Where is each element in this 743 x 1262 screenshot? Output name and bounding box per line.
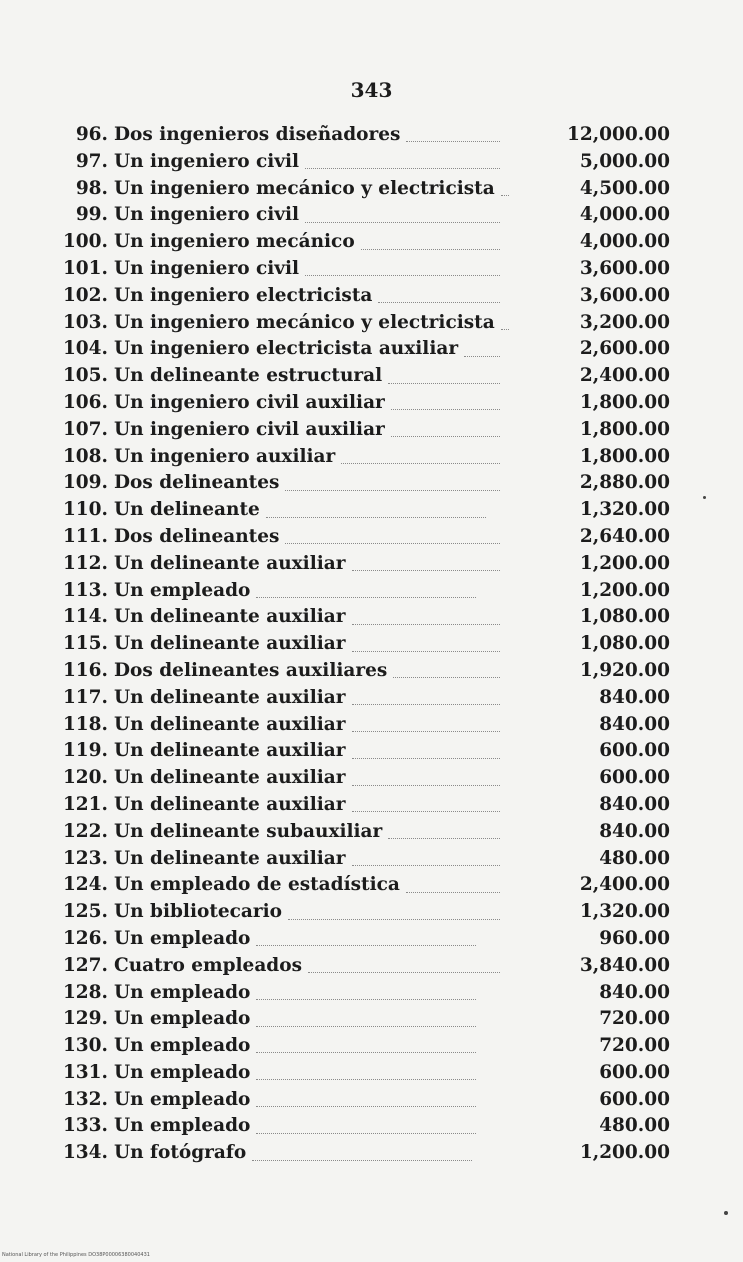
entry-amount: 5,000.00 bbox=[579, 150, 670, 172]
entry-amount: 840.00 bbox=[599, 686, 670, 708]
entry-description-group bbox=[60, 390, 510, 417]
entry-description: Un delineante auxiliar bbox=[114, 847, 346, 869]
entry-number: 107. bbox=[62, 418, 108, 440]
dot-leader bbox=[352, 730, 501, 732]
dot-leader bbox=[352, 703, 501, 705]
entry-number: 118. bbox=[62, 713, 108, 735]
dot-leader bbox=[501, 328, 509, 330]
entry-description: Un bibliotecario bbox=[114, 901, 282, 923]
entry-number: 109. bbox=[62, 472, 108, 494]
entry-amount: 3,600.00 bbox=[579, 284, 670, 306]
entry-description: Un ingeniero mecánico y electricista bbox=[114, 311, 495, 333]
entry-description-group bbox=[60, 176, 510, 203]
list-item bbox=[60, 604, 670, 631]
entry-number: 130. bbox=[62, 1035, 108, 1057]
dot-leader bbox=[352, 623, 501, 625]
list-item bbox=[60, 390, 670, 417]
entry-number: 97. bbox=[75, 150, 108, 172]
entry-description-group bbox=[60, 1033, 510, 1060]
list-item bbox=[60, 256, 670, 283]
entry-description: Un empleado bbox=[114, 981, 251, 1003]
dot-leader bbox=[391, 408, 500, 410]
entry-amount: 2,880.00 bbox=[579, 472, 670, 494]
entry-amount: 1,200.00 bbox=[579, 1142, 670, 1164]
dot-leader bbox=[464, 355, 500, 357]
entry-amount: 12,000.00 bbox=[567, 124, 670, 145]
entry-description-group bbox=[60, 1140, 510, 1167]
entry-number: 116. bbox=[62, 659, 108, 681]
list-item bbox=[60, 176, 670, 203]
entry-amount: 2,400.00 bbox=[579, 365, 670, 387]
entry-description-group bbox=[60, 1113, 510, 1140]
entry-number: 103. bbox=[62, 311, 108, 333]
list-item bbox=[60, 1006, 670, 1033]
list-item bbox=[60, 953, 670, 980]
entry-amount: 3,200.00 bbox=[579, 311, 670, 333]
entry-description-group bbox=[60, 283, 510, 310]
entry-description-group bbox=[60, 712, 510, 739]
entry-description: Un empleado bbox=[114, 1008, 251, 1030]
entry-number: 120. bbox=[62, 767, 108, 789]
entry-description: Un delineante bbox=[114, 499, 260, 521]
dot-leader bbox=[305, 274, 500, 276]
list-item bbox=[60, 765, 670, 792]
dot-leader bbox=[305, 167, 500, 169]
entry-amount: 600.00 bbox=[599, 1061, 670, 1083]
entry-description-group bbox=[60, 336, 510, 363]
entry-description: Un delineante auxiliar bbox=[114, 606, 346, 628]
entry-description: Un delineante auxiliar bbox=[114, 767, 346, 789]
dot-leader bbox=[406, 891, 500, 893]
entry-description: Un empleado de estadística bbox=[114, 874, 400, 896]
entry-number: 111. bbox=[62, 525, 108, 547]
entry-description-group bbox=[60, 310, 510, 337]
entry-description-group bbox=[60, 604, 510, 631]
entry-amount: 4,000.00 bbox=[579, 204, 670, 226]
list-item bbox=[60, 792, 670, 819]
dot-leader bbox=[285, 542, 500, 544]
dot-leader bbox=[361, 248, 500, 250]
entry-number: 102. bbox=[62, 284, 108, 306]
entry-description-group bbox=[60, 444, 510, 471]
entry-description: Un empleado bbox=[114, 1088, 251, 1110]
entry-description-group bbox=[60, 846, 510, 873]
scan-speck bbox=[703, 496, 706, 499]
entry-description-group bbox=[60, 953, 510, 980]
entry-description-group bbox=[60, 578, 510, 605]
entry-description-group bbox=[60, 149, 510, 176]
entry-amount: 720.00 bbox=[599, 1035, 670, 1057]
entry-number: 117. bbox=[62, 686, 108, 708]
entry-description: Un delineante auxiliar bbox=[114, 552, 346, 574]
list-item bbox=[60, 524, 670, 551]
dot-leader bbox=[352, 864, 501, 866]
dot-leader bbox=[256, 998, 476, 1000]
entry-description-group bbox=[60, 765, 510, 792]
entry-description-group bbox=[60, 551, 510, 578]
entry-amount: 4,500.00 bbox=[579, 177, 670, 199]
entry-number: 104. bbox=[62, 338, 108, 360]
dot-leader bbox=[256, 1132, 476, 1134]
dot-leader bbox=[305, 221, 500, 223]
entry-amount: 1,920.00 bbox=[579, 659, 670, 681]
list-item bbox=[60, 149, 670, 176]
entry-amount: 1,200.00 bbox=[579, 579, 670, 601]
entry-amount: 480.00 bbox=[599, 847, 670, 869]
entry-number: 133. bbox=[62, 1115, 108, 1137]
entry-amount: 1,800.00 bbox=[579, 445, 670, 467]
entry-description: Un delineante subauxiliar bbox=[114, 820, 383, 842]
entry-description-group bbox=[60, 524, 510, 551]
entry-description: Un empleado bbox=[114, 1035, 251, 1057]
entry-description-group bbox=[60, 1087, 510, 1114]
list-item bbox=[60, 336, 670, 363]
entry-description-group bbox=[60, 229, 510, 256]
entry-description: Un ingeniero mecánico y electricista bbox=[114, 177, 495, 199]
list-item bbox=[60, 229, 670, 256]
entry-number: 112. bbox=[62, 552, 108, 574]
dot-leader bbox=[256, 596, 476, 598]
entry-number: 132. bbox=[62, 1088, 108, 1110]
entry-description-group bbox=[60, 819, 510, 846]
entry-number: 129. bbox=[62, 1008, 108, 1030]
dot-leader bbox=[256, 944, 476, 946]
dot-leader bbox=[406, 140, 500, 142]
list-item bbox=[60, 631, 670, 658]
entry-description-group bbox=[60, 738, 510, 765]
list-item bbox=[60, 444, 670, 471]
entry-description-group bbox=[60, 256, 510, 283]
list-item bbox=[60, 685, 670, 712]
entry-description: Cuatro empleados bbox=[114, 954, 302, 976]
entry-amount: 1,320.00 bbox=[579, 499, 670, 521]
entry-description-group bbox=[60, 980, 510, 1007]
entry-description-group bbox=[60, 497, 510, 524]
entry-amount: 600.00 bbox=[599, 1088, 670, 1110]
entry-amount: 1,800.00 bbox=[579, 391, 670, 413]
entry-description: Un empleado bbox=[114, 927, 251, 949]
entry-number: 127. bbox=[62, 954, 108, 976]
dot-leader bbox=[378, 301, 500, 303]
dot-leader bbox=[391, 435, 500, 437]
list-item bbox=[60, 1087, 670, 1114]
list-item bbox=[60, 578, 670, 605]
entry-amount: 840.00 bbox=[599, 793, 670, 815]
dot-leader bbox=[352, 784, 501, 786]
entry-number: 99. bbox=[75, 204, 108, 226]
dot-leader bbox=[256, 1105, 476, 1107]
salary-list bbox=[60, 122, 670, 1167]
entry-description: Un ingeniero auxiliar bbox=[114, 445, 336, 467]
list-item bbox=[60, 846, 670, 873]
entry-number: 105. bbox=[62, 365, 108, 387]
entry-number: 101. bbox=[62, 257, 108, 279]
entry-description-group bbox=[60, 417, 510, 444]
entry-description: Un delineante auxiliar bbox=[114, 793, 346, 815]
entry-description: Un ingeniero civil auxiliar bbox=[114, 391, 385, 413]
entry-number: 122. bbox=[62, 820, 108, 842]
list-item bbox=[60, 283, 670, 310]
entry-amount: 2,640.00 bbox=[579, 525, 670, 547]
entry-description: Un ingeniero civil bbox=[114, 257, 300, 279]
entry-number: 126. bbox=[62, 927, 108, 949]
list-item bbox=[60, 1033, 670, 1060]
entry-description-group bbox=[60, 872, 510, 899]
entry-description-group bbox=[60, 470, 510, 497]
entry-amount: 4,000.00 bbox=[579, 231, 670, 253]
dot-leader bbox=[352, 757, 501, 759]
entry-amount: 3,840.00 bbox=[579, 954, 670, 976]
entry-description: Un delineante auxiliar bbox=[114, 686, 346, 708]
entry-amount: 1,200.00 bbox=[579, 552, 670, 574]
list-item bbox=[60, 738, 670, 765]
dot-leader bbox=[252, 1159, 472, 1161]
entry-description: Dos delineantes bbox=[114, 472, 280, 494]
list-item bbox=[60, 819, 670, 846]
list-item bbox=[60, 122, 670, 149]
entry-amount: 1,320.00 bbox=[579, 901, 670, 923]
entry-amount: 1,800.00 bbox=[579, 418, 670, 440]
entry-description: Un delineante auxiliar bbox=[114, 713, 346, 735]
entry-description-group bbox=[60, 1006, 510, 1033]
entry-number: 124. bbox=[62, 874, 108, 896]
list-item bbox=[60, 363, 670, 390]
entry-description-group bbox=[60, 792, 510, 819]
dot-leader bbox=[266, 516, 486, 518]
list-item bbox=[60, 1113, 670, 1140]
entry-description: Un ingeniero mecánico bbox=[114, 231, 355, 253]
dot-leader bbox=[256, 1051, 476, 1053]
entry-amount: 720.00 bbox=[599, 1008, 670, 1030]
entry-amount: 840.00 bbox=[599, 981, 670, 1003]
entry-amount: 840.00 bbox=[599, 713, 670, 735]
entry-number: 123. bbox=[62, 847, 108, 869]
entry-description-group bbox=[60, 899, 510, 926]
entry-description-group bbox=[60, 685, 510, 712]
entry-description: Un delineante estructural bbox=[114, 365, 383, 387]
dot-leader bbox=[352, 810, 501, 812]
entry-amount: 2,400.00 bbox=[579, 874, 670, 896]
entry-description: Un ingeniero civil bbox=[114, 150, 300, 172]
entry-amount: 1,080.00 bbox=[579, 606, 670, 628]
entry-number: 121. bbox=[62, 793, 108, 815]
entry-description: Un fotógrafo bbox=[114, 1142, 247, 1164]
dot-leader bbox=[352, 569, 501, 571]
entry-amount: 840.00 bbox=[599, 820, 670, 842]
entry-number: 125. bbox=[62, 901, 108, 923]
entry-description-group bbox=[60, 363, 510, 390]
dot-leader bbox=[388, 382, 500, 384]
scan-speck bbox=[724, 1211, 728, 1215]
list-item bbox=[60, 551, 670, 578]
entry-amount: 480.00 bbox=[599, 1115, 670, 1137]
list-item bbox=[60, 497, 670, 524]
entry-number: 106. bbox=[62, 391, 108, 413]
list-item bbox=[60, 926, 670, 953]
entry-amount: 600.00 bbox=[599, 740, 670, 762]
entry-number: 110. bbox=[62, 499, 108, 521]
entry-description: Un ingeniero electricista bbox=[114, 284, 373, 306]
list-item bbox=[60, 202, 670, 229]
entry-number: 119. bbox=[62, 740, 108, 762]
entry-description: Un delineante auxiliar bbox=[114, 633, 346, 655]
entry-description-group bbox=[60, 926, 510, 953]
list-item bbox=[60, 980, 670, 1007]
dot-leader bbox=[288, 918, 500, 920]
entry-amount: 1,080.00 bbox=[579, 633, 670, 655]
dot-leader bbox=[341, 462, 500, 464]
entry-description: Un ingeniero civil auxiliar bbox=[114, 418, 385, 440]
entry-description: Un empleado bbox=[114, 1061, 251, 1083]
entry-description-group bbox=[60, 658, 510, 685]
entry-description: Dos ingenieros diseñadores bbox=[114, 124, 401, 145]
entry-number: 113. bbox=[62, 579, 108, 601]
entry-description: Un ingeniero civil bbox=[114, 204, 300, 226]
entry-description-group bbox=[60, 122, 510, 149]
entry-description: Un delineante auxiliar bbox=[114, 740, 346, 762]
list-item bbox=[60, 872, 670, 899]
entry-description-group bbox=[60, 1060, 510, 1087]
entry-description: Dos delineantes bbox=[114, 525, 280, 547]
list-item bbox=[60, 1060, 670, 1087]
entry-number: 114. bbox=[62, 606, 108, 628]
dot-leader bbox=[501, 194, 509, 196]
dot-leader bbox=[352, 650, 501, 652]
list-item bbox=[60, 658, 670, 685]
list-item bbox=[60, 417, 670, 444]
entry-number: 108. bbox=[62, 445, 108, 467]
entry-description: Un empleado bbox=[114, 579, 251, 601]
dot-leader bbox=[256, 1078, 476, 1080]
entry-number: 100. bbox=[62, 231, 108, 253]
dot-leader bbox=[285, 489, 500, 491]
entry-description: Dos delineantes auxiliares bbox=[114, 659, 388, 681]
entry-amount: 3,600.00 bbox=[579, 257, 670, 279]
entry-amount: 600.00 bbox=[599, 767, 670, 789]
entry-number: 128. bbox=[62, 981, 108, 1003]
list-item bbox=[60, 712, 670, 739]
entry-description: Un empleado bbox=[114, 1115, 251, 1137]
entry-description-group bbox=[60, 631, 510, 658]
dot-leader bbox=[256, 1025, 476, 1027]
dot-leader bbox=[393, 676, 500, 678]
entry-number: 131. bbox=[62, 1061, 108, 1083]
entry-number: 115. bbox=[62, 633, 108, 655]
list-item bbox=[60, 310, 670, 337]
list-item bbox=[60, 470, 670, 497]
entry-amount: 960.00 bbox=[599, 927, 670, 949]
entry-number: 96. bbox=[75, 124, 108, 145]
dot-leader bbox=[388, 837, 500, 839]
list-item bbox=[60, 899, 670, 926]
page-number: 343 bbox=[350, 78, 393, 102]
entry-description-group bbox=[60, 202, 510, 229]
list-item bbox=[60, 1140, 670, 1167]
archive-footer-note: National Library of the Philippines DO38P00006380040431 bbox=[2, 1252, 150, 1258]
entry-amount: 2,600.00 bbox=[579, 338, 670, 360]
entry-number: 134. bbox=[62, 1142, 108, 1164]
entry-number: 98. bbox=[75, 177, 108, 199]
dot-leader bbox=[308, 971, 500, 973]
entry-description: Un ingeniero electricista auxiliar bbox=[114, 338, 459, 360]
